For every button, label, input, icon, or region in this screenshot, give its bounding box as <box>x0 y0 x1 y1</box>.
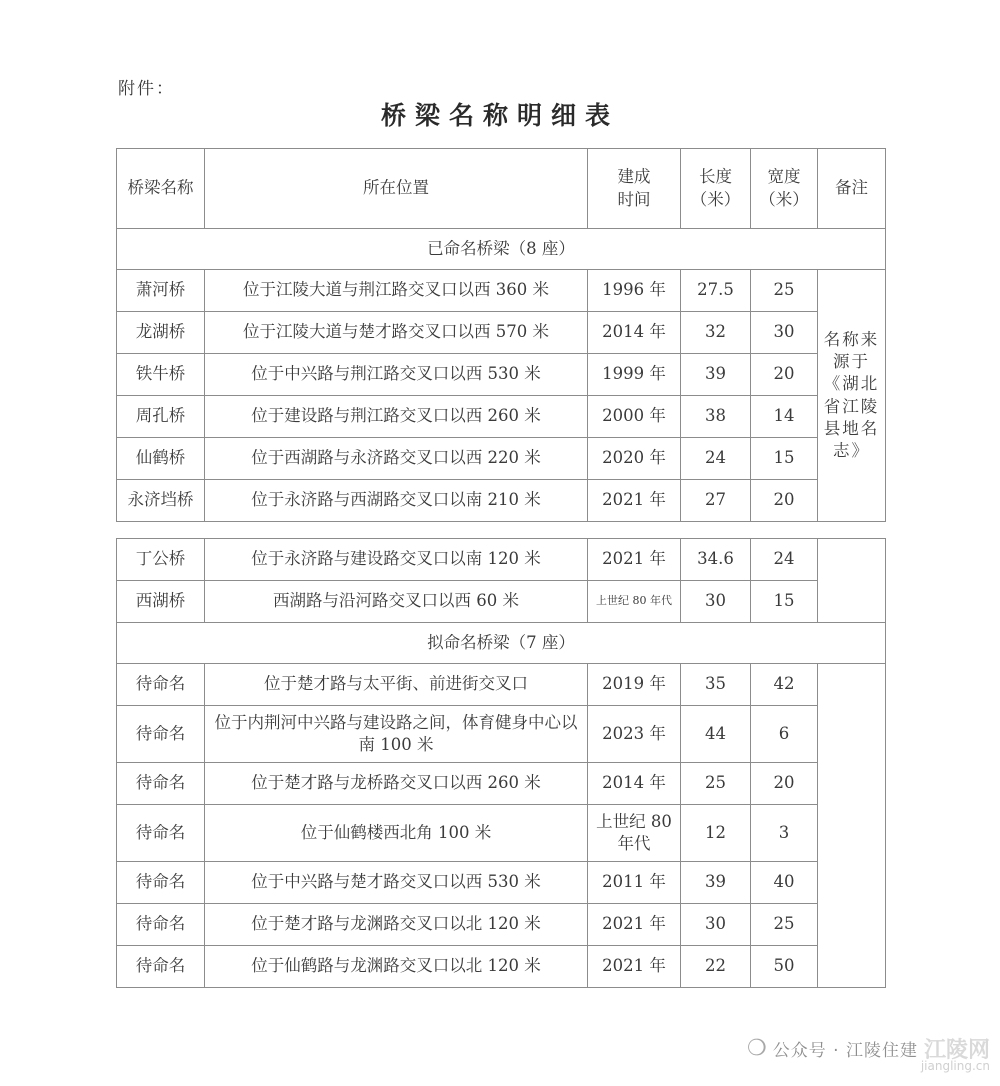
table-row <box>117 480 886 522</box>
table-row <box>117 805 886 862</box>
cell-length: 39 <box>681 354 751 396</box>
table-row <box>117 438 886 480</box>
cell-bridge-name: 仙鹤桥 <box>117 438 205 480</box>
table-row <box>117 904 886 946</box>
cell-built-year: 1996 年 <box>588 270 681 312</box>
cell-width: 25 <box>751 904 818 946</box>
cell-built-year: 2014 年 <box>588 312 681 354</box>
col-header-length-line1: 长度 <box>699 167 732 187</box>
col-header-location: 所在位置 <box>205 149 588 229</box>
cell-location: 位于中兴路与楚才路交叉口以西 530 米 <box>205 862 588 904</box>
cell-width: 25 <box>751 270 818 312</box>
cell-length: 30 <box>681 904 751 946</box>
cell-location: 位于永济路与西湖路交叉口以南 210 米 <box>205 480 588 522</box>
cell-built-year: 2019 年 <box>588 664 681 706</box>
attachment-label: 附件： <box>118 79 175 99</box>
col-header-length-line2: （米） <box>690 189 741 209</box>
table-row <box>117 706 886 763</box>
cell-location: 位于内荆河中兴路与建设路之间，体育健身中心以南 100 米 <box>205 706 588 763</box>
bridge-table-continued <box>116 538 886 988</box>
cell-location: 位于楚才路与龙桥路交叉口以西 260 米 <box>205 763 588 805</box>
col-header-built-line1: 建成 <box>617 167 651 187</box>
table-row <box>117 539 886 581</box>
cell-width: 3 <box>751 805 818 862</box>
col-header-built-line2: 时间 <box>617 189 651 209</box>
cell-length: 30 <box>681 581 751 623</box>
cell-bridge-name: 待命名 <box>117 763 205 805</box>
bridge-table-named <box>116 148 886 522</box>
cell-length: 44 <box>681 706 751 763</box>
table-header-row <box>117 149 886 229</box>
cell-built-year: 1999 年 <box>588 354 681 396</box>
col-header-name: 桥梁名称 <box>117 149 205 229</box>
cell-location: 位于仙鹤路与龙渊路交叉口以北 120 米 <box>205 946 588 988</box>
cell-location: 位于江陵大道与荆江路交叉口以西 360 米 <box>205 270 588 312</box>
cell-width: 14 <box>751 396 818 438</box>
cell-bridge-name: 萧河桥 <box>117 270 205 312</box>
cell-built-year: 上世纪 80 年代 <box>588 805 681 862</box>
cell-built-year: 上世纪 80 年代 <box>588 581 681 623</box>
cell-note-empty <box>818 664 886 988</box>
section-row-named <box>117 229 886 270</box>
cell-location: 位于仙鹤楼西北角 100 米 <box>205 805 588 862</box>
cell-length: 27.5 <box>681 270 751 312</box>
cell-built-year: 2023 年 <box>588 706 681 763</box>
cell-length: 24 <box>681 438 751 480</box>
cell-location: 位于西湖路与永济路交叉口以西 220 米 <box>205 438 588 480</box>
cell-built-year: 2020 年 <box>588 438 681 480</box>
cell-width: 24 <box>751 539 818 581</box>
cell-bridge-name: 铁牛桥 <box>117 354 205 396</box>
section-row-proposed <box>117 623 886 664</box>
cell-built-year: 2021 年 <box>588 539 681 581</box>
col-header-width-line2: （米） <box>759 189 809 209</box>
cell-width: 20 <box>751 480 818 522</box>
cell-built-year: 2021 年 <box>588 904 681 946</box>
table-row <box>117 946 886 988</box>
wechat-icon: ❍ <box>747 1036 767 1061</box>
cell-bridge-name: 永济垱桥 <box>117 480 205 522</box>
table-row <box>117 862 886 904</box>
col-header-width <box>751 149 818 229</box>
cell-width: 20 <box>751 763 818 805</box>
table-row <box>117 396 886 438</box>
cell-length: 34.6 <box>681 539 751 581</box>
cell-width: 6 <box>751 706 818 763</box>
watermark-site-logo: 江陵网 <box>923 1038 990 1063</box>
cell-built-year: 2021 年 <box>588 480 681 522</box>
cell-length: 38 <box>681 396 751 438</box>
cell-bridge-name: 待命名 <box>117 904 205 946</box>
cell-built-year: 2014 年 <box>588 763 681 805</box>
table-row <box>117 354 886 396</box>
col-header-built <box>588 149 681 229</box>
cell-bridge-name: 待命名 <box>117 862 205 904</box>
cell-built-year: 2000 年 <box>588 396 681 438</box>
cell-length: 32 <box>681 312 751 354</box>
cell-width: 20 <box>751 354 818 396</box>
cell-width: 50 <box>751 946 818 988</box>
section-label-named: 已命名桥梁（8 座） <box>117 229 886 270</box>
cell-location: 位于永济路与建设路交叉口以南 120 米 <box>205 539 588 581</box>
cell-bridge-name: 待命名 <box>117 805 205 862</box>
cell-bridge-name: 周孔桥 <box>117 396 205 438</box>
watermark-url: jiangling.cn <box>920 1059 990 1073</box>
cell-width: 15 <box>751 581 818 623</box>
cell-length: 22 <box>681 946 751 988</box>
page-title: 桥梁名称明细表 <box>380 101 619 130</box>
cell-location: 位于江陵大道与楚才路交叉口以西 570 米 <box>205 312 588 354</box>
cell-location: 位于楚才路与太平街、前进街交叉口 <box>205 664 588 706</box>
cell-bridge-name: 西湖桥 <box>117 581 205 623</box>
cell-length: 39 <box>681 862 751 904</box>
watermark-account: 公众号 · 江陵住建 <box>772 1041 918 1061</box>
cell-location: 位于楚才路与龙渊路交叉口以北 120 米 <box>205 904 588 946</box>
col-header-note: 备注 <box>818 149 886 229</box>
table-row <box>117 664 886 706</box>
table-row <box>117 270 886 312</box>
cell-bridge-name: 丁公桥 <box>117 539 205 581</box>
cell-width: 15 <box>751 438 818 480</box>
cell-length: 25 <box>681 763 751 805</box>
cell-length: 12 <box>681 805 751 862</box>
table-row <box>117 581 886 623</box>
cell-bridge-name: 待命名 <box>117 946 205 988</box>
cell-location: 西湖路与沿河路交叉口以西 60 米 <box>205 581 588 623</box>
col-header-width-line1: 宽度 <box>767 167 801 187</box>
cell-length: 27 <box>681 480 751 522</box>
cell-width: 30 <box>751 312 818 354</box>
cell-bridge-name: 待命名 <box>117 706 205 763</box>
col-header-length <box>681 149 751 229</box>
cell-length: 35 <box>681 664 751 706</box>
cell-location: 位于中兴路与荆江路交叉口以西 530 米 <box>205 354 588 396</box>
watermark <box>747 1033 990 1073</box>
cell-built-year: 2011 年 <box>588 862 681 904</box>
cell-bridge-name: 龙湖桥 <box>117 312 205 354</box>
cell-note-source: 名称来源于《湖北省江陵县地名志》 <box>818 270 886 522</box>
section-label-proposed: 拟命名桥梁（7 座） <box>117 623 886 664</box>
table-row <box>117 763 886 805</box>
cell-note-empty <box>818 539 886 623</box>
cell-width: 40 <box>751 862 818 904</box>
cell-location: 位于建设路与荆江路交叉口以西 260 米 <box>205 396 588 438</box>
cell-built-year: 2021 年 <box>588 946 681 988</box>
cell-bridge-name: 待命名 <box>117 664 205 706</box>
cell-width: 42 <box>751 664 818 706</box>
table-row <box>117 312 886 354</box>
